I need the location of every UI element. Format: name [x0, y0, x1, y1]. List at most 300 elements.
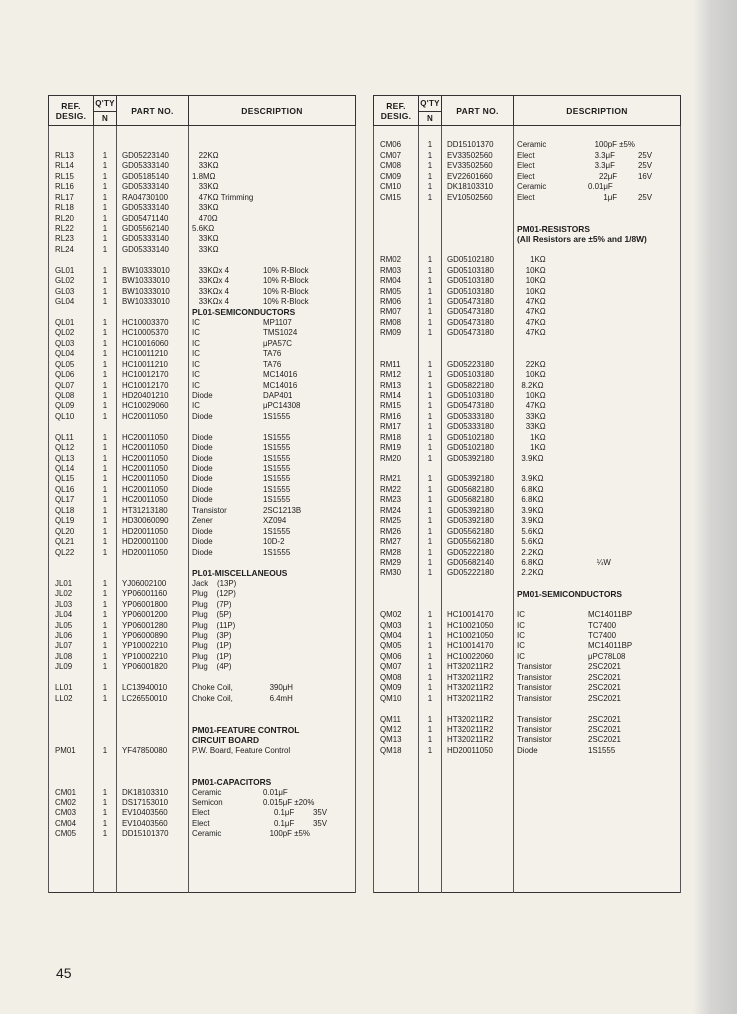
ref-desig: QM03 — [380, 620, 402, 630]
part-number: GD05185140 — [122, 171, 169, 181]
description-part: Choke Coil, — [192, 683, 233, 693]
qty-value: 1 — [102, 182, 108, 192]
ref-desig: CM08 — [380, 161, 402, 171]
description-part: Plug (1P) — [192, 641, 232, 651]
spacer — [49, 255, 93, 265]
ref-desig-header: REF. DESIG. — [374, 96, 419, 126]
description — [514, 276, 680, 286]
part-number: YP06001800 — [122, 599, 168, 609]
ref-desig: RM20 — [380, 453, 402, 463]
qty-value: 1 — [427, 286, 433, 296]
description — [189, 798, 355, 808]
description — [189, 474, 355, 484]
ref-desig: CM05 — [55, 829, 77, 839]
description-part: 2SC2021 — [588, 724, 621, 734]
spacer — [49, 422, 93, 432]
part-number: HT320211R2 — [447, 693, 494, 703]
page-edge-shadow — [693, 0, 737, 1014]
parts-table-left — [48, 95, 356, 893]
description-part: 1S1555 — [263, 443, 291, 453]
qty-value: 1 — [427, 265, 433, 275]
ref-desig: RM11 — [380, 359, 401, 369]
description — [189, 694, 355, 704]
description — [514, 318, 680, 328]
description-part: MP1107 — [263, 317, 292, 327]
ref-desig: QL11 — [55, 432, 74, 442]
part-number: GD05333140 — [122, 244, 169, 254]
part-number: YP06000890 — [122, 631, 168, 640]
ref-desig: RM08 — [380, 317, 402, 327]
qty-value: 1 — [427, 380, 433, 390]
part-number: GD05222180 — [447, 568, 494, 578]
description — [514, 401, 680, 411]
description-part: P.W. Board, Feature Control — [192, 745, 291, 755]
spacer — [374, 579, 418, 589]
description — [189, 360, 355, 370]
ref-desig: JL07 — [55, 641, 73, 651]
qty-value: 1 — [102, 798, 108, 807]
description — [189, 234, 355, 244]
description-part: 47KΩ — [517, 328, 546, 338]
part-number: HD20011050 — [122, 547, 168, 557]
description — [189, 516, 355, 526]
spacer — [49, 140, 93, 150]
qty-value: 1 — [427, 171, 433, 181]
description-part: 35V — [313, 818, 328, 828]
description — [189, 829, 355, 839]
ref-desig: RM16 — [380, 411, 402, 421]
ref-desig: RM30 — [380, 568, 402, 578]
ref-desig: RM17 — [380, 422, 402, 432]
spacer — [442, 130, 513, 140]
description — [189, 287, 355, 297]
part-number: HT320211R2 — [447, 683, 494, 693]
part-number: GD05822180 — [447, 380, 494, 390]
description — [189, 589, 355, 599]
qty-value: 1 — [427, 745, 433, 755]
description-part: IC — [192, 338, 200, 348]
spacer — [374, 589, 418, 599]
description-part: 3.3μF — [588, 161, 615, 171]
description-part: Plug (7P) — [192, 599, 232, 609]
ref-desig: QL03 — [55, 338, 75, 348]
description-part: Jack (13P) — [192, 578, 237, 588]
description — [514, 172, 680, 182]
description — [189, 214, 355, 224]
part-number: HC10012170 — [122, 370, 169, 380]
part-number: GD05103180 — [447, 286, 494, 296]
description-part: Transistor — [517, 714, 552, 724]
spacer — [49, 767, 93, 777]
description-part: 33KΩ — [192, 161, 219, 171]
description-part: 6.8KΩ — [517, 484, 544, 494]
description-part: Diode — [192, 432, 213, 442]
ref-desig: QL08 — [55, 390, 75, 400]
ref-desig: QM08 — [380, 672, 402, 682]
description — [189, 172, 355, 182]
description-part: 25V — [638, 161, 653, 171]
description-header: DESCRIPTION — [189, 96, 356, 126]
description-part: MC14011BP — [588, 641, 633, 651]
section-heading: PL01-SEMICONDUCTORS — [192, 307, 296, 318]
description — [514, 360, 680, 370]
ref-desig: RL18 — [55, 203, 74, 213]
part-number: YF47850080 — [122, 745, 168, 755]
ref-desig: RM21 — [380, 474, 402, 484]
description — [514, 621, 680, 631]
ref-desig: RM06 — [380, 297, 402, 306]
description-part: 10% R-Block — [263, 265, 309, 275]
description — [189, 339, 355, 349]
description — [514, 641, 680, 651]
ref-desig: RM22 — [380, 484, 402, 494]
part-number: GD05473180 — [447, 317, 494, 327]
part-number: HD20011050 — [122, 526, 168, 536]
description — [189, 454, 355, 464]
ref-desig: QM18 — [380, 745, 402, 755]
spacer — [94, 568, 116, 578]
part-no-header: PART NO. — [442, 96, 514, 126]
part-number: HC10029060 — [122, 401, 169, 411]
part-number: HC20011050 — [122, 453, 168, 463]
description — [514, 548, 680, 558]
description — [514, 328, 680, 338]
qty-value: 1 — [427, 370, 433, 380]
part-number: HC20011050 — [122, 411, 168, 421]
qty-value: 1 — [102, 244, 108, 254]
description-part: 1KΩ — [517, 443, 546, 453]
spacer — [117, 673, 188, 683]
ref-desig: LL01 — [55, 683, 73, 693]
spacer — [442, 600, 513, 610]
description-part: Plug (1P) — [192, 651, 232, 661]
qty-value: 1 — [102, 589, 108, 599]
qty-value: 1 — [102, 286, 108, 296]
part-number: GD05473180 — [447, 297, 494, 306]
ref-desig: JL08 — [55, 651, 73, 661]
spacer — [514, 245, 680, 255]
description-part: Diode — [192, 411, 213, 421]
qty-value: 1 — [427, 505, 433, 515]
description-part: IC — [517, 610, 525, 620]
ref-desig: QL05 — [55, 359, 75, 369]
description — [189, 266, 355, 276]
qty-value: 1 — [102, 693, 108, 703]
description-part: Elect — [517, 150, 535, 160]
spacer — [374, 245, 418, 255]
ref-desig: RM26 — [380, 526, 402, 536]
description-part: Transistor — [192, 505, 227, 515]
description-part: IC — [517, 651, 525, 661]
ref-desig: GL01 — [55, 265, 75, 275]
description — [189, 548, 355, 558]
ref-desig: QL16 — [55, 484, 75, 494]
ref-desig: RM12 — [380, 370, 402, 380]
description-part: 47KΩ — [517, 317, 546, 327]
part-number: GD05102180 — [447, 432, 494, 442]
qty-value: 1 — [102, 223, 108, 233]
spacer — [442, 579, 513, 589]
spacer — [94, 704, 116, 714]
ref-desig: QM12 — [380, 724, 402, 734]
description-part: 0.1μF — [263, 818, 295, 828]
description-part: Plug (11P) — [192, 620, 236, 630]
description-part: 1S1555 — [263, 464, 291, 473]
spacer — [514, 600, 680, 610]
qty-value: 1 — [102, 495, 108, 505]
section-heading: PM01-SEMICONDUCTORS — [517, 589, 623, 600]
ref-desig: GL02 — [55, 276, 75, 286]
description — [514, 381, 680, 391]
qty-value: 1 — [102, 578, 108, 588]
spacer — [189, 558, 355, 568]
description-part: 33KΩx 4 — [192, 297, 230, 306]
spacer — [419, 234, 441, 244]
section-heading: PM01-FEATURE CONTROL — [192, 724, 300, 735]
spacer — [189, 422, 355, 432]
description-part: 10KΩ — [517, 390, 546, 400]
part-number: GD05103180 — [447, 390, 494, 400]
description-part: 25V — [638, 150, 653, 160]
description-part: IC — [192, 317, 200, 327]
description-part: 33KΩx 4 — [192, 286, 230, 296]
spacer — [189, 704, 355, 714]
ref-desig: QM11 — [380, 714, 401, 724]
part-number: HC20011050 — [122, 484, 168, 494]
description-part: μPA57C — [263, 338, 292, 348]
description — [514, 193, 680, 203]
description-part: 2SC2021 — [588, 683, 621, 693]
description-part: 33KΩx 4 — [192, 265, 230, 275]
part-number: EV10403560 — [122, 818, 168, 828]
description-part: IC — [517, 620, 525, 630]
description-part: 0.01μF — [263, 787, 288, 797]
qty-value: 1 — [427, 276, 433, 286]
description-part: Diode — [192, 464, 213, 473]
spacer — [49, 715, 93, 725]
description-part: Zener — [192, 516, 213, 526]
description-part: 33KΩ — [192, 182, 219, 192]
description-part: Diode — [192, 443, 213, 453]
description — [514, 443, 680, 453]
part-number: YP06001160 — [122, 589, 168, 599]
description — [514, 694, 680, 704]
description — [189, 464, 355, 474]
ref-desig: RL16 — [55, 182, 74, 192]
part-number: HC20011050 — [122, 443, 168, 453]
description-part: 22μF — [588, 171, 618, 181]
qty-value: 1 — [427, 182, 433, 192]
spacer — [514, 704, 680, 714]
ref-desig: CM10 — [380, 182, 402, 192]
qty-value: 1 — [102, 484, 108, 494]
qty-value: 1 — [102, 474, 108, 484]
qty-value: 1 — [102, 349, 108, 359]
spacer — [94, 735, 116, 745]
part-number: GD05473180 — [447, 401, 494, 411]
spacer — [94, 422, 116, 432]
ref-desig: RM25 — [380, 516, 402, 526]
ref-desig: QM02 — [380, 610, 402, 620]
description — [514, 287, 680, 297]
spacer — [49, 704, 93, 714]
description-part: Diode — [192, 547, 213, 557]
spacer — [117, 568, 188, 578]
part-number: YP10002210 — [122, 641, 168, 651]
description — [514, 495, 680, 505]
qty-value: 1 — [102, 516, 108, 526]
qty-value: 1 — [427, 683, 433, 693]
qty-value: 1 — [427, 192, 433, 202]
description-part: Diode — [192, 474, 213, 484]
spacer — [94, 777, 116, 787]
description-part: Diode — [192, 453, 213, 463]
spacer — [117, 756, 188, 766]
spacer — [514, 130, 680, 140]
ref-desig: RL13 — [55, 150, 74, 160]
qty-header: Q'TY — [419, 96, 442, 112]
qty-value: 1 — [427, 390, 433, 400]
ref-desig: QL17 — [55, 495, 75, 505]
spacer — [374, 214, 418, 224]
description-part: 10% R-Block — [263, 276, 309, 286]
description-part: 1S1555 — [588, 745, 616, 755]
description-part: Diode — [517, 745, 538, 755]
spacer — [419, 224, 441, 234]
description — [514, 558, 680, 568]
description — [189, 527, 355, 537]
ref-desig: RM09 — [380, 328, 402, 338]
description-part: Ceramic — [517, 140, 547, 150]
description-part: Ceramic — [517, 182, 547, 192]
qty-value: 1 — [427, 557, 433, 567]
qty-value: 1 — [102, 745, 108, 755]
ref-desig: CM04 — [55, 818, 77, 828]
spacer — [442, 203, 513, 213]
qty-value: 1 — [102, 203, 108, 213]
ref-desig: QM05 — [380, 641, 402, 651]
description-part: 10% R-Block — [263, 286, 309, 296]
qty-value: 1 — [427, 495, 433, 505]
qty-value: 1 — [102, 651, 108, 661]
description-part: 35V — [313, 808, 328, 818]
description — [189, 746, 355, 756]
description — [514, 433, 680, 443]
part-number: YJ06002100 — [122, 578, 167, 588]
qty-value: 1 — [102, 787, 108, 797]
description-part: Elect — [517, 192, 535, 202]
ref-desig: CM06 — [380, 140, 402, 150]
ref-desig: QL21 — [55, 537, 75, 547]
description-part: Diode — [192, 526, 213, 536]
description-part: IC — [192, 380, 200, 390]
spacer — [189, 140, 355, 150]
ref-desig: CM03 — [55, 808, 77, 818]
qty-value: 1 — [427, 453, 433, 463]
spacer — [189, 673, 355, 683]
description — [189, 662, 355, 672]
description — [514, 631, 680, 641]
description-part: 6.8KΩ — [517, 495, 544, 505]
qty-value: 1 — [102, 276, 108, 286]
qty-value: 1 — [427, 526, 433, 536]
ref-desig: JL04 — [55, 610, 73, 620]
ref-desig: QL10 — [55, 411, 75, 421]
ref-desig: QL18 — [55, 505, 75, 515]
description-part: Transistor — [517, 662, 552, 672]
description-part: 1S1555 — [263, 495, 291, 505]
description-part: 22KΩ — [517, 359, 546, 369]
description-part: 100pF ±5% — [263, 829, 310, 839]
spacer — [442, 349, 513, 359]
qty-value: 1 — [427, 693, 433, 703]
spacer — [94, 756, 116, 766]
part-number: HC10021050 — [447, 631, 494, 640]
spacer — [117, 140, 188, 150]
description-part: 10KΩ — [517, 265, 546, 275]
ref-desig: QM04 — [380, 631, 402, 640]
qty-value: 1 — [102, 547, 108, 557]
description-part: 6.8KΩ — [517, 557, 544, 567]
description-part: 100pF ±5% — [588, 140, 635, 150]
description-part: ¼W — [588, 557, 611, 567]
description — [514, 516, 680, 526]
part-number: YP06001820 — [122, 662, 168, 672]
qty-value: 1 — [427, 631, 433, 640]
part-number: GD05223140 — [122, 150, 169, 160]
ref-desig: QL12 — [55, 443, 75, 453]
spacer — [419, 704, 441, 714]
part-number: DD15101370 — [447, 140, 494, 150]
ref-desig: CM01 — [55, 787, 77, 797]
qty-value: 1 — [427, 714, 433, 724]
ref-desig: RM19 — [380, 443, 402, 453]
qty-value: 1 — [427, 735, 433, 745]
qty-value: 1 — [102, 401, 108, 411]
description-part: Transistor — [517, 693, 552, 703]
qty-value: 1 — [102, 317, 108, 327]
part-number: DS17153010 — [122, 798, 169, 807]
part-number: EV10502560 — [447, 192, 493, 202]
ref-desig: RM13 — [380, 380, 402, 390]
part-number: EV33502560 — [447, 150, 493, 160]
description-part: 47KΩ Trimming — [192, 192, 254, 202]
qty-value: 1 — [427, 307, 433, 317]
ref-desig: GL03 — [55, 286, 75, 296]
part-number: EV10403560 — [122, 808, 168, 818]
description-part: 3.9KΩ — [517, 505, 544, 515]
part-number: YP10002210 — [122, 651, 168, 661]
description-part: 5.6KΩ — [517, 526, 544, 536]
qty-value: 1 — [427, 443, 433, 453]
ref-desig: JL02 — [55, 589, 73, 599]
ref-desig-header: REF. DESIG. — [49, 96, 94, 126]
ref-desig: QM07 — [380, 662, 402, 672]
part-number: HT320211R2 — [447, 662, 494, 672]
description-part: Semicon — [192, 798, 223, 807]
spacer — [374, 234, 418, 244]
part-number: HT320211R2 — [447, 714, 494, 724]
ref-desig: QM09 — [380, 683, 402, 693]
spacer — [442, 234, 513, 244]
part-number: GD05333140 — [122, 203, 169, 213]
spacer — [117, 130, 188, 140]
description — [514, 297, 680, 307]
spacer — [94, 715, 116, 725]
spacer — [94, 255, 116, 265]
qty-value: 1 — [102, 829, 108, 839]
ref-desig: RM03 — [380, 265, 402, 275]
